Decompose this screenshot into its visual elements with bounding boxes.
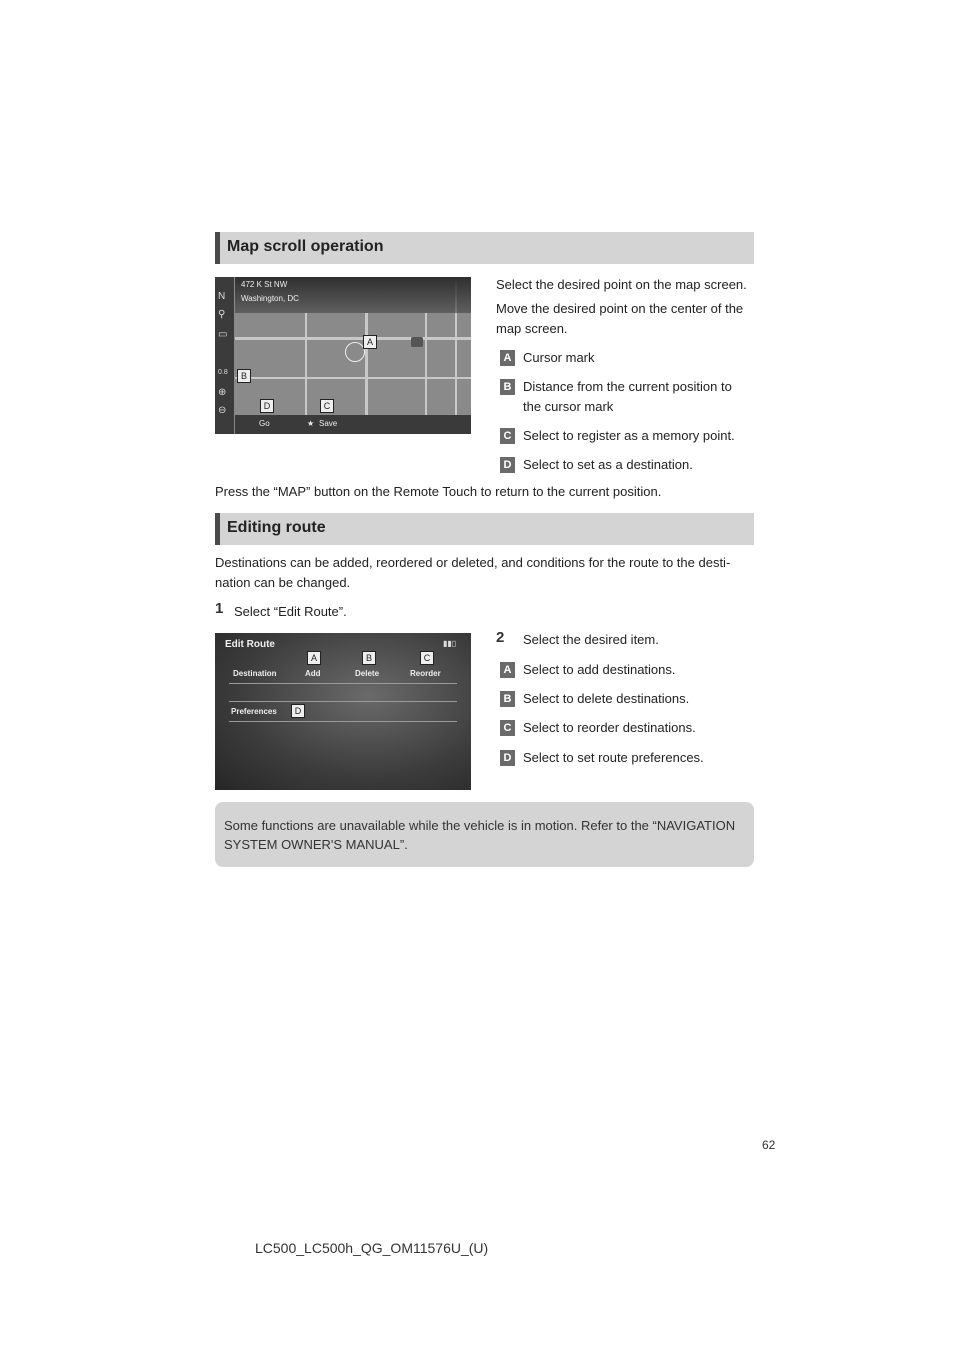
save-button[interactable]: Save bbox=[319, 419, 338, 428]
map-bottom-bar bbox=[235, 415, 471, 434]
paragraph-intro-2b: map screen. bbox=[496, 321, 568, 336]
map-label-d: D bbox=[260, 399, 274, 413]
step-number-1: 1 bbox=[215, 600, 224, 617]
delete-button[interactable]: Delete bbox=[355, 669, 380, 678]
keyboard-icon[interactable]: ▭ bbox=[218, 329, 228, 340]
edit-label-a: A bbox=[307, 651, 321, 665]
section-title: Editing route bbox=[227, 519, 326, 536]
zoom-out-icon[interactable]: ⊖ bbox=[218, 405, 227, 416]
item-b-text: Select to delete destinations. bbox=[523, 691, 690, 706]
badge-b: B bbox=[500, 379, 515, 395]
divider bbox=[229, 721, 457, 722]
note-box bbox=[215, 802, 754, 867]
map-side-toolbar bbox=[215, 277, 234, 434]
step-number-2: 2 bbox=[496, 629, 505, 646]
section-header-map-scroll bbox=[215, 232, 754, 264]
add-button[interactable]: Add bbox=[305, 669, 321, 678]
item-c-text: Select to register as a memory point. bbox=[523, 428, 735, 443]
edit-label-c: C bbox=[420, 651, 434, 665]
divider bbox=[229, 701, 457, 702]
destination-label: Destination bbox=[233, 669, 277, 678]
badge-d: D bbox=[500, 457, 515, 473]
press-map-note: Press the “MAP” button on the Remote Touch to return to the current position. bbox=[215, 484, 662, 499]
badge-a: A bbox=[500, 350, 515, 366]
note-text bbox=[224, 816, 749, 854]
zoom-in-icon[interactable]: ⊕ bbox=[218, 387, 227, 398]
item-a-text: Cursor mark bbox=[523, 350, 595, 365]
paragraph-intro-a: Destinations can be added, reordered or deleted, and conditions for the route to the desti- bbox=[215, 555, 731, 570]
paragraph-intro-2a: Move the desired point on the center of the bbox=[496, 301, 744, 316]
document-footer: LC500_LC500h_QG_OM11576U_(U) bbox=[255, 1240, 489, 1256]
badge-c: C bbox=[500, 720, 515, 736]
badge-b: B bbox=[500, 691, 515, 707]
reorder-button[interactable]: Reorder bbox=[410, 669, 441, 678]
preferences-button[interactable]: Preferences bbox=[231, 707, 277, 716]
map-road bbox=[235, 337, 471, 340]
paragraph-intro-1: Select the desired point on the map screen. bbox=[496, 277, 747, 292]
map-address-bar bbox=[235, 277, 471, 313]
step-2-text: Select the desired item. bbox=[523, 632, 659, 647]
map-label-a: A bbox=[363, 335, 377, 349]
divider bbox=[229, 683, 457, 684]
edit-label-b: B bbox=[362, 651, 376, 665]
address-line-2: Washington, DC bbox=[241, 294, 299, 303]
address-line-1: 472 K St NW bbox=[241, 280, 288, 289]
page-number: 62 bbox=[762, 1138, 776, 1152]
item-a-text: Select to add destinations. bbox=[523, 662, 676, 677]
section-header-bar bbox=[215, 232, 220, 264]
badge-a: A bbox=[500, 662, 515, 678]
item-b-text: Distance from the current position to bbox=[523, 379, 732, 394]
item-c-text: Select to reorder destinations. bbox=[523, 720, 696, 735]
note-line-2: SYSTEM OWNER'S MANUAL”. bbox=[224, 837, 408, 852]
item-d-text: Select to set as a destination. bbox=[523, 457, 693, 472]
badge-c: C bbox=[500, 428, 515, 444]
step-1-text: Select “Edit Route”. bbox=[234, 604, 347, 619]
map-screen-image bbox=[215, 277, 471, 434]
map-road bbox=[305, 313, 307, 415]
section-header-editing-route bbox=[215, 513, 754, 545]
highway-shield-icon bbox=[411, 337, 423, 347]
edit-label-d: D bbox=[291, 704, 305, 718]
item-b-text-2: the cursor mark bbox=[523, 399, 614, 414]
map-road bbox=[425, 313, 427, 415]
section-title: Map scroll operation bbox=[227, 238, 384, 255]
cursor-mark-icon bbox=[345, 342, 365, 362]
signal-icon: ▮▮▯ bbox=[443, 639, 457, 648]
paragraph-intro-b: nation can be changed. bbox=[215, 575, 351, 590]
section-header-bar bbox=[215, 513, 220, 545]
edit-route-title: Edit Route bbox=[225, 639, 275, 650]
item-d-text: Select to set route preferences. bbox=[523, 750, 704, 765]
badge-d: D bbox=[500, 750, 515, 766]
distance-value: 0.8 bbox=[218, 369, 228, 376]
search-icon[interactable]: ⚲ bbox=[218, 309, 226, 320]
map-label-c: C bbox=[320, 399, 334, 413]
map-label-b: B bbox=[237, 369, 251, 383]
map-road bbox=[365, 313, 368, 415]
map-road bbox=[235, 377, 471, 379]
star-icon: ★ bbox=[307, 419, 315, 428]
go-button[interactable]: Go bbox=[259, 419, 270, 428]
note-line-1: Some functions are unavailable while the vehicle is in motion. Refer to the “NAVIGATION bbox=[224, 818, 736, 833]
edit-route-screen-image bbox=[215, 633, 471, 790]
compass-icon[interactable]: N bbox=[218, 291, 226, 302]
